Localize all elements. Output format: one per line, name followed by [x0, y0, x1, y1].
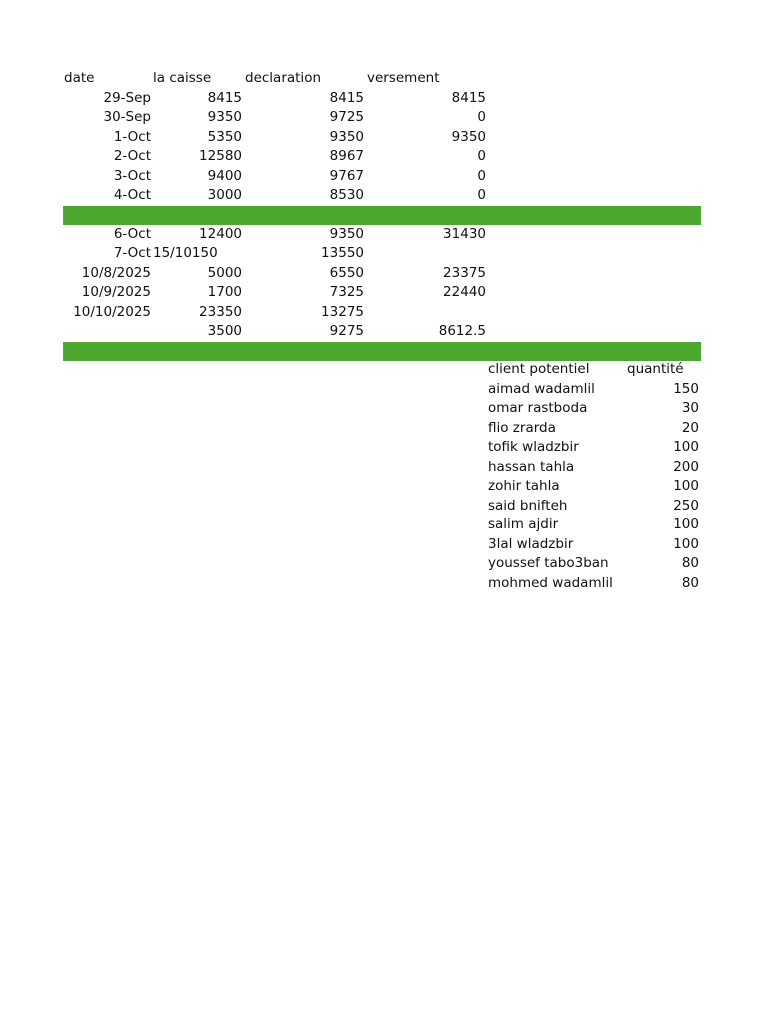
cell-date[interactable]: 2-Oct: [113, 148, 151, 164]
cell-client-name[interactable]: flio zrarda: [488, 419, 556, 436]
client-row: [488, 458, 701, 478]
cell-declaration[interactable]: 13550: [321, 245, 364, 261]
cell-declaration[interactable]: 9767: [329, 167, 364, 184]
table-row: [63, 128, 701, 148]
cell-versement[interactable]: 0: [477, 187, 486, 203]
cell-caisse[interactable]: 12580: [199, 148, 242, 164]
cell-client-name[interactable]: omar rastboda: [488, 400, 588, 416]
cell-declaration[interactable]: 8415: [329, 89, 364, 106]
cell-date[interactable]: 3-Oct: [113, 167, 151, 184]
header-versement[interactable]: versement: [367, 70, 440, 86]
cell-declaration[interactable]: 13275: [321, 303, 364, 320]
client-row: [488, 515, 701, 535]
cell-caisse[interactable]: 12400: [199, 225, 242, 242]
cell-quantity[interactable]: 30: [681, 400, 699, 416]
cell-versement[interactable]: 8415: [451, 89, 486, 106]
cell-caisse[interactable]: 5350: [207, 128, 242, 145]
table-row: [63, 244, 701, 264]
cell-client-name[interactable]: said bnifteh: [488, 497, 568, 514]
table-row: [63, 225, 701, 245]
client-row: [488, 574, 701, 594]
cell-date[interactable]: 6-Oct: [113, 225, 151, 242]
green-separator-band[interactable]: [63, 206, 701, 225]
client-row: [488, 399, 701, 419]
table-row: [63, 283, 701, 303]
cell-caisse[interactable]: 3000: [207, 187, 242, 203]
client-row: [488, 380, 701, 400]
cell-caisse[interactable]: 3500: [207, 323, 242, 339]
table-row: [63, 147, 701, 167]
client-row: [488, 438, 701, 458]
cell-quantity[interactable]: 100: [673, 516, 699, 532]
cell-versement[interactable]: 8612.5: [438, 323, 486, 339]
cell-declaration[interactable]: 8967: [329, 148, 364, 164]
cell-client-name[interactable]: youssef tabo3ban: [488, 555, 609, 571]
client-row: [488, 554, 701, 574]
header-client-potentiel[interactable]: client potentiel: [488, 361, 590, 377]
cell-quantity[interactable]: 80: [681, 574, 699, 591]
cell-caisse[interactable]: 5000: [207, 264, 242, 281]
table-row: [63, 322, 701, 342]
client-header-row: [488, 360, 701, 380]
cell-date[interactable]: 10/8/2025: [81, 264, 151, 281]
cell-date[interactable]: 29-Sep: [103, 89, 151, 106]
cell-versement[interactable]: 9350: [451, 128, 486, 145]
cell-quantity[interactable]: 20: [681, 419, 699, 436]
table-row: [63, 303, 701, 323]
cell-date[interactable]: 10/10/2025: [73, 303, 151, 320]
cell-quantity[interactable]: 250: [673, 497, 699, 514]
cell-versement[interactable]: [366, 303, 486, 323]
cell-quantity[interactable]: 80: [681, 555, 699, 571]
cell-versement[interactable]: 23375: [443, 264, 486, 281]
table-row: [63, 108, 701, 128]
cell-quantity[interactable]: 100: [673, 439, 699, 455]
cell-declaration[interactable]: 9275: [329, 323, 364, 339]
cell-client-name[interactable]: tofik wladzbir: [488, 439, 579, 455]
cell-quantity[interactable]: 100: [673, 535, 699, 552]
cell-versement[interactable]: 22440: [443, 284, 486, 300]
cell-date[interactable]: 7-Oct: [113, 245, 151, 261]
cell-client-name[interactable]: zohir tahla: [488, 478, 560, 494]
cell-caisse[interactable]: 9350: [207, 109, 242, 125]
cell-date[interactable]: [63, 322, 151, 342]
cell-quantity[interactable]: 150: [673, 380, 699, 397]
cell-versement[interactable]: 0: [477, 148, 486, 164]
cell-date[interactable]: 30-Sep: [103, 109, 151, 125]
cell-declaration[interactable]: 8530: [329, 187, 364, 203]
cell-caisse[interactable]: 9400: [207, 167, 242, 184]
cell-versement[interactable]: 0: [477, 167, 486, 184]
cell-client-name[interactable]: hassan tahla: [488, 458, 575, 475]
cell-declaration[interactable]: 9725: [329, 109, 364, 125]
cell-caisse[interactable]: 8415: [207, 89, 242, 106]
table-row: [63, 89, 701, 109]
green-separator-band[interactable]: [63, 342, 701, 361]
header-caisse[interactable]: la caisse: [153, 70, 212, 86]
cell-declaration[interactable]: 9350: [329, 225, 364, 242]
header-quantite[interactable]: quantité: [627, 361, 684, 377]
cell-declaration[interactable]: 9350: [329, 128, 364, 145]
cell-date[interactable]: 10/9/2025: [81, 284, 151, 300]
cell-caisse[interactable]: 15/10150: [153, 245, 218, 261]
client-row: [488, 477, 701, 497]
header-date[interactable]: date: [64, 70, 95, 86]
table-row: [63, 264, 701, 284]
header-declaration[interactable]: declaration: [245, 70, 322, 86]
cell-client-name[interactable]: mohmed wadamlil: [488, 574, 613, 591]
cell-versement[interactable]: 0: [477, 109, 486, 125]
table-row: [63, 167, 701, 187]
cell-client-name[interactable]: salim ajdir: [488, 516, 559, 532]
table-header-row: [63, 69, 701, 89]
client-row: [488, 497, 701, 517]
cell-caisse[interactable]: 23350: [199, 303, 242, 320]
table-row: [63, 186, 701, 206]
client-row: [488, 535, 701, 555]
cell-date[interactable]: 1-Oct: [113, 128, 151, 145]
cell-versement[interactable]: 31430: [443, 225, 486, 242]
cell-quantity[interactable]: 100: [673, 478, 699, 494]
client-row: [488, 419, 701, 439]
cell-caisse[interactable]: 1700: [207, 284, 242, 300]
cell-client-name[interactable]: 3lal wladzbir: [488, 535, 574, 552]
cell-quantity[interactable]: 200: [673, 458, 699, 475]
cell-client-name[interactable]: aimad wadamlil: [488, 380, 595, 397]
cell-declaration[interactable]: 6550: [329, 264, 364, 281]
cell-versement[interactable]: [366, 244, 486, 264]
cell-date[interactable]: 4-Oct: [113, 187, 151, 203]
cell-declaration[interactable]: 7325: [329, 284, 364, 300]
